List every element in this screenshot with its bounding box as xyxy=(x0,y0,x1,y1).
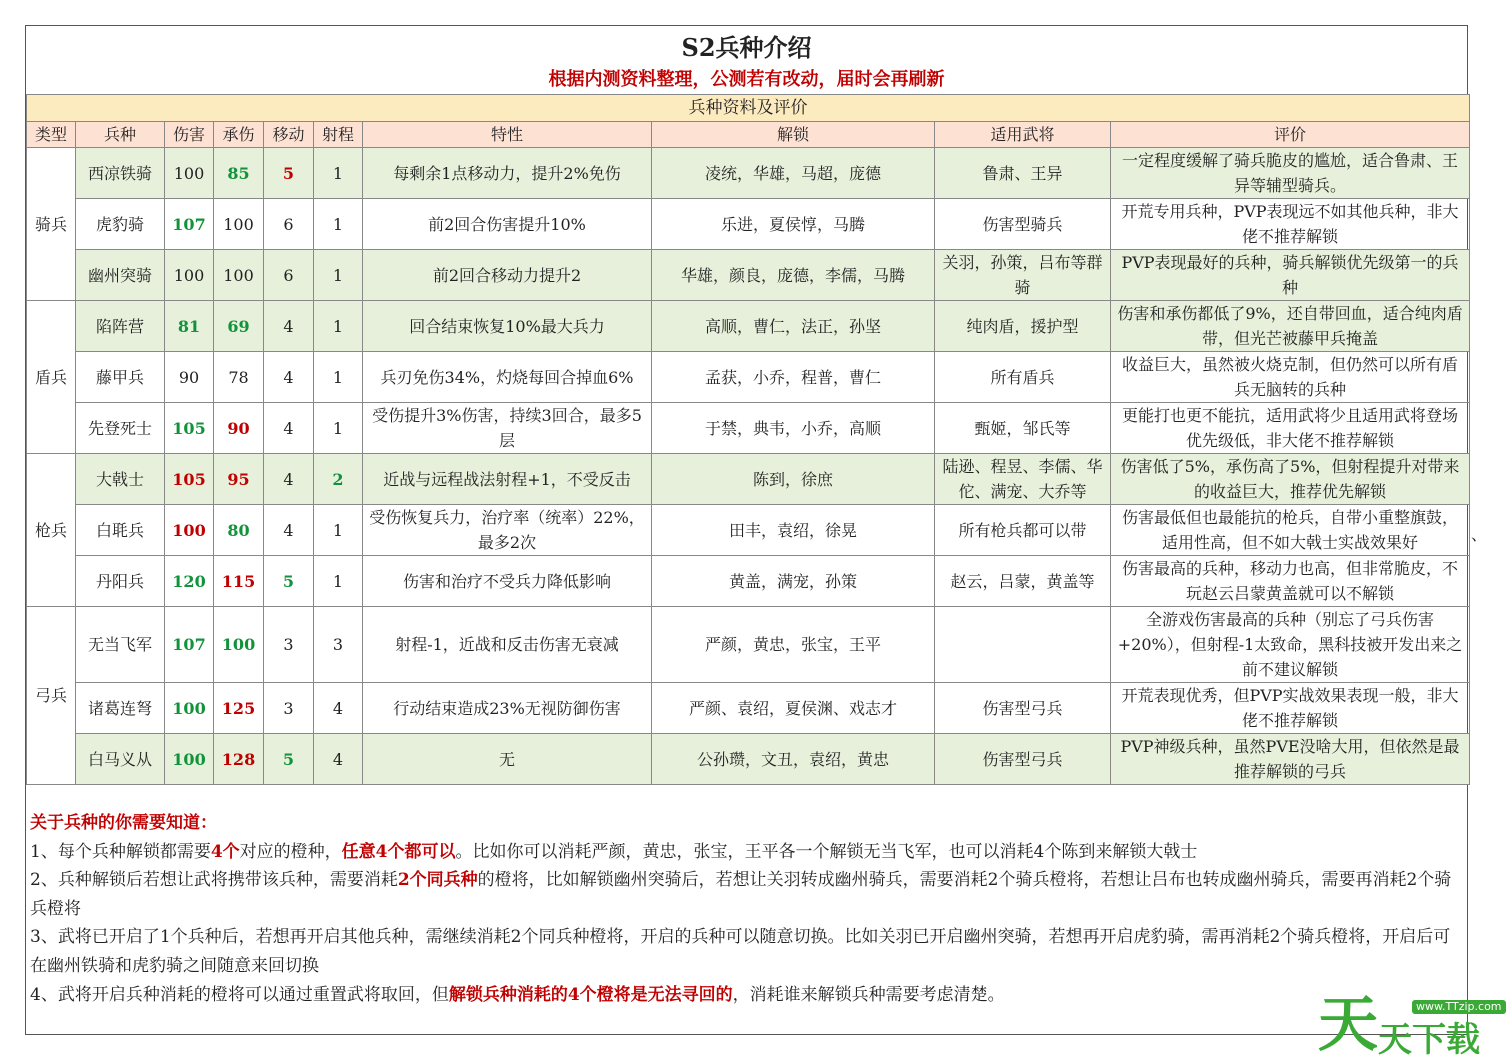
generals-cell: 赵云，吕蒙，黄盖等 xyxy=(935,556,1111,607)
watermark-big-char: 天 xyxy=(1318,990,1378,1060)
review-cell: 一定程度缓解了骑兵脆皮的尴尬，适合鲁肃、王异等辅型骑兵。 xyxy=(1111,148,1470,199)
review-cell: 伤害最高的兵种，移动力也高，但非常脆皮，不玩赵云吕蒙黄盖就可以不解锁 xyxy=(1111,556,1470,607)
table-row xyxy=(27,734,1470,785)
review-cell: 开荒专用兵种，PVP表现远不如其他兵种，非大佬不推荐解锁 xyxy=(1111,199,1470,250)
review-cell: PVP表现最好的兵种，骑兵解锁优先级第一的兵种 xyxy=(1111,250,1470,301)
unlock-cell: 凌统，华雄，马超，庞德 xyxy=(652,148,935,199)
trait-cell: 无 xyxy=(363,734,652,785)
trait-cell: 前2回合伤害提升10% xyxy=(363,199,652,250)
range-value: 1 xyxy=(314,148,363,199)
move-value: 5 xyxy=(264,556,314,607)
table-row xyxy=(27,505,1470,556)
range-value: 3 xyxy=(314,607,363,683)
header-range: 射程 xyxy=(314,122,363,148)
review-cell: 全游戏伤害最高的兵种（别忘了弓兵伤害+20%），但射程-1太致命，黑科技被开发出来之前不建议解锁 xyxy=(1111,607,1470,683)
table-row xyxy=(27,607,1470,683)
header-move: 移动 xyxy=(264,122,314,148)
generals-cell: 伤害型弓兵 xyxy=(935,734,1111,785)
header-tank: 承伤 xyxy=(214,122,264,148)
range-value: 1 xyxy=(314,556,363,607)
generals-cell: 甄姬，邹氏等 xyxy=(935,403,1111,454)
move-value: 4 xyxy=(264,505,314,556)
note-text: 4、武将开启兵种消耗的橙将可以通过重置武将取回，但 xyxy=(30,984,449,1005)
table-row xyxy=(27,556,1470,607)
range-value: 4 xyxy=(314,683,363,734)
header-damage: 伤害 xyxy=(165,122,214,148)
troop-name: 丹阳兵 xyxy=(76,556,165,607)
troop-name: 无当飞军 xyxy=(76,607,165,683)
table-row xyxy=(27,301,1470,352)
table-row xyxy=(27,250,1470,301)
generals-cell: 伤害型弓兵 xyxy=(935,683,1111,734)
tank-value: 100 xyxy=(214,199,264,250)
range-value: 1 xyxy=(314,403,363,454)
unlock-cell: 乐进，夏侯惇，马腾 xyxy=(652,199,935,250)
unlock-cell: 黄盖，满宠，孙策 xyxy=(652,556,935,607)
watermark-logo xyxy=(1318,990,1502,1060)
trait-cell: 行动结束造成23%无视防御伤害 xyxy=(363,683,652,734)
troop-name: 陷阵营 xyxy=(76,301,165,352)
unlock-cell: 严颜、袁绍，夏侯渊、戏志才 xyxy=(652,683,935,734)
trait-cell: 前2回合移动力提升2 xyxy=(363,250,652,301)
troop-name: 大戟士 xyxy=(76,454,165,505)
review-cell: 伤害低了5%，承伤高了5%，但射程提升对带来的收益巨大，推荐优先解锁 xyxy=(1111,454,1470,505)
review-cell: PVP神级兵种，虽然PVE没啥大用，但依然是最推荐解锁的弓兵 xyxy=(1111,734,1470,785)
note-text: 1、每个兵种解锁都需要 xyxy=(30,841,211,862)
damage-value: 100 xyxy=(165,734,214,785)
range-value: 1 xyxy=(314,505,363,556)
damage-value: 100 xyxy=(165,148,214,199)
unlock-cell: 孟获，小乔，程普，曹仁 xyxy=(652,352,935,403)
trait-cell: 近战与远程战法射程+1，不受反击 xyxy=(363,454,652,505)
damage-value: 120 xyxy=(165,556,214,607)
move-value: 4 xyxy=(264,301,314,352)
troop-table xyxy=(26,94,1470,785)
troop-name: 白马义从 xyxy=(76,734,165,785)
header-trait: 特性 xyxy=(363,122,652,148)
tank-value: 85 xyxy=(214,148,264,199)
note-highlight: 任意4个都可以 xyxy=(341,841,456,862)
troop-name: 诸葛连弩 xyxy=(76,683,165,734)
note-text: 的橙将，比如解锁幽州突骑后，若想让关羽转成幽州骑兵，需要消耗2个骑兵橙将，若想让吕布也转成幽州骑兵，需要再消耗2个骑兵橙将 xyxy=(30,870,1452,919)
tank-value: 100 xyxy=(214,607,264,683)
type-cell: 枪兵 xyxy=(27,454,76,607)
unlock-cell: 于禁，典韦，小乔，高顺 xyxy=(652,403,935,454)
generals-cell: 关羽，孙策，吕布等群骑 xyxy=(935,250,1111,301)
troop-name: 幽州突骑 xyxy=(76,250,165,301)
move-value: 3 xyxy=(264,683,314,734)
review-cell: 伤害最低但也最能抗的枪兵，自带小重整旗鼓，适用性高，但不如大戟士实战效果好 xyxy=(1111,505,1470,556)
sheet xyxy=(25,25,1468,1035)
generals-cell: 鲁肃、王异 xyxy=(935,148,1111,199)
note-text: ，消耗谁来解锁兵种需要考虑清楚。 xyxy=(732,984,1005,1005)
damage-value: 90 xyxy=(165,352,214,403)
generals-cell: 所有枪兵都可以带 xyxy=(935,505,1111,556)
unlock-cell: 华雄，颜良，庞德，李儒，马腾 xyxy=(652,250,935,301)
tank-value: 100 xyxy=(214,250,264,301)
tank-value: 80 xyxy=(214,505,264,556)
move-value: 5 xyxy=(264,734,314,785)
generals-cell xyxy=(935,607,1111,683)
trait-cell: 受伤恢复兵力，治疗率（统率）22%，最多2次 xyxy=(363,505,652,556)
review-cell: 开荒表现优秀，但PVP实战效果表现一般，非大佬不推荐解锁 xyxy=(1111,683,1470,734)
move-value: 4 xyxy=(264,454,314,505)
header-type: 类型 xyxy=(27,122,76,148)
tank-value: 69 xyxy=(214,301,264,352)
header-generals: 适用武将 xyxy=(935,122,1111,148)
unlock-cell: 公孙瓒，文丑，袁绍，黄忠 xyxy=(652,734,935,785)
unlock-cell: 严颜，黄忠，张宝，王平 xyxy=(652,607,935,683)
table-row xyxy=(27,403,1470,454)
range-value: 1 xyxy=(314,301,363,352)
generals-cell: 陆逊、程昱、李儒、华佗、满宠、大乔等 xyxy=(935,454,1111,505)
review-cell: 更能打也更不能抗，适用武将少且适用武将登场优先级低，非大佬不推荐解锁 xyxy=(1111,403,1470,454)
range-value: 2 xyxy=(314,454,363,505)
move-value: 4 xyxy=(264,352,314,403)
damage-value: 100 xyxy=(165,250,214,301)
range-value: 1 xyxy=(314,352,363,403)
troop-name: 先登死士 xyxy=(76,403,165,454)
troop-name: 西凉铁骑 xyxy=(76,148,165,199)
note-text: 2、兵种解锁后若想让武将携带该兵种，需要消耗 xyxy=(30,870,398,891)
generals-cell: 纯肉盾，援护型 xyxy=(935,301,1111,352)
unlock-cell: 高顺，曹仁，法正，孙坚 xyxy=(652,301,935,352)
damage-value: 105 xyxy=(165,403,214,454)
trait-cell: 射程-1，近战和反击伤害无衰减 xyxy=(363,607,652,683)
watermark-url: www.TTzip.com xyxy=(1412,1000,1506,1014)
unlock-cell: 陈到，徐庶 xyxy=(652,454,935,505)
damage-value: 107 xyxy=(165,199,214,250)
type-cell: 盾兵 xyxy=(27,301,76,454)
damage-value: 107 xyxy=(165,607,214,683)
range-value: 4 xyxy=(314,734,363,785)
range-value: 1 xyxy=(314,199,363,250)
note-4 xyxy=(30,981,1466,1010)
troop-name: 虎豹骑 xyxy=(76,199,165,250)
note-highlight: 解锁兵种消耗的4个橙将是无法寻回的 xyxy=(448,984,733,1005)
move-value: 6 xyxy=(264,250,314,301)
header-unlock: 解锁 xyxy=(652,122,935,148)
note-text: 对应的橙种， xyxy=(239,841,342,862)
tank-value: 90 xyxy=(214,403,264,454)
page-title: S2兵种介绍 xyxy=(681,33,812,62)
watermark-text: 天下载 xyxy=(1378,1020,1480,1060)
trait-cell: 兵刃免伤34%，灼烧每回合掉血6% xyxy=(363,352,652,403)
table-row xyxy=(27,683,1470,734)
note-text: 。比如你可以消耗严颜，黄忠，张宝，王平各一个解锁无当飞军，也可以消耗4个陈到来解锁大戟士 xyxy=(455,841,1198,862)
table-row xyxy=(27,199,1470,250)
tank-value: 128 xyxy=(214,734,264,785)
note-2 xyxy=(30,866,1466,923)
range-value: 1 xyxy=(314,250,363,301)
section-title: 兵种资料及评价 xyxy=(27,95,1470,122)
trait-cell: 回合结束恢复10%最大兵力 xyxy=(363,301,652,352)
trait-cell: 伤害和治疗不受兵力降低影响 xyxy=(363,556,652,607)
trait-cell: 每剩余1点移动力，提升2%免伤 xyxy=(363,148,652,199)
damage-value: 81 xyxy=(165,301,214,352)
tank-value: 125 xyxy=(214,683,264,734)
move-value: 5 xyxy=(264,148,314,199)
troop-name: 藤甲兵 xyxy=(76,352,165,403)
trait-cell: 受伤提升3%伤害，持续3回合，最多5层 xyxy=(363,403,652,454)
move-value: 3 xyxy=(264,607,314,683)
move-value: 6 xyxy=(264,199,314,250)
table-row xyxy=(27,454,1470,505)
damage-value: 100 xyxy=(165,683,214,734)
page-subtitle: 根据内测资料整理，公测若有改动，届时会再刷新 xyxy=(548,69,945,90)
notes-heading: 关于兵种的你需要知道： xyxy=(30,813,217,833)
generals-cell: 所有盾兵 xyxy=(935,352,1111,403)
review-cell: 伤害和承伤都低了9%，还自带回血，适合纯肉盾带，但光芒被藤甲兵掩盖 xyxy=(1111,301,1470,352)
tank-value: 78 xyxy=(214,352,264,403)
generals-cell: 伤害型骑兵 xyxy=(935,199,1111,250)
damage-value: 100 xyxy=(165,505,214,556)
notes-section xyxy=(30,809,1466,1009)
move-value: 4 xyxy=(264,403,314,454)
stray-mark: 、 xyxy=(1471,525,1488,544)
note-3: 3、武将已开启了1个兵种后，若想再开启其他兵种，需继续消耗2个同兵种橙将，开启的兵种可以随意切换。比如关羽已开启幽州突骑，若想再开启虎豹骑，需再消耗2个骑兵橙将，开启后可在幽州铁骑和虎豹骑之间随意来回切换 xyxy=(30,927,1451,976)
tank-value: 95 xyxy=(214,454,264,505)
table-row xyxy=(27,148,1470,199)
type-cell: 弓兵 xyxy=(27,607,76,785)
note-highlight: 2个同兵种 xyxy=(397,870,478,891)
note-highlight: 4个 xyxy=(210,841,240,862)
troop-name: 白毦兵 xyxy=(76,505,165,556)
header-review: 评价 xyxy=(1111,122,1470,148)
review-cell: 收益巨大，虽然被火烧克制，但仍然可以所有盾兵无脑转的兵种 xyxy=(1111,352,1470,403)
table-row xyxy=(27,352,1470,403)
tank-value: 115 xyxy=(214,556,264,607)
header-name: 兵种 xyxy=(76,122,165,148)
damage-value: 105 xyxy=(165,454,214,505)
note-1 xyxy=(30,838,1466,867)
unlock-cell: 田丰，袁绍，徐晃 xyxy=(652,505,935,556)
type-cell: 骑兵 xyxy=(27,148,76,301)
